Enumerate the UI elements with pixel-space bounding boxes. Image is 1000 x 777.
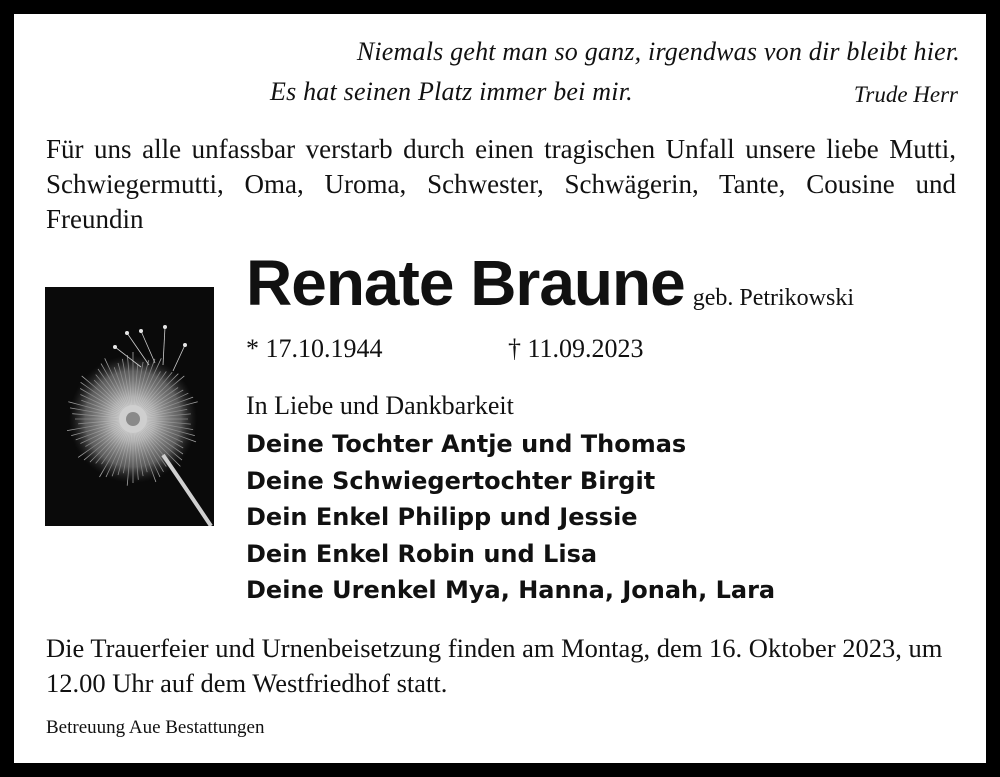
quote-author: Trude Herr xyxy=(853,82,958,107)
mourner-line: Dein Enkel Philipp und Jessie xyxy=(246,503,638,531)
life-dates xyxy=(246,334,644,364)
mourner-line: Dein Enkel Robin und Lisa xyxy=(246,539,598,568)
quote-line-1: Niemals geht man so ganz, irgendwas von dir bleibt hier. xyxy=(356,37,960,66)
maiden-name: geb. Petrikowski xyxy=(692,285,855,311)
deceased-name: Renate Braune xyxy=(246,247,685,319)
obituary-card xyxy=(14,14,986,763)
mourner-line: Deine Urenkel Mya, Hanna, Jonah, Lara xyxy=(246,576,776,604)
quote-line-2: Es hat seinen Platz immer bei mir. xyxy=(270,77,633,106)
mourner-line: Deine Tochter Antje und Thomas xyxy=(246,430,687,458)
birth-date: * 17.10.1944 xyxy=(246,334,383,363)
mourners-list xyxy=(246,426,775,609)
deceased-name-row xyxy=(246,246,958,320)
mourner-line: Deine Schwiegertochter Birgit xyxy=(246,466,656,495)
ceremony-text: Die Trauerfeier und Urnenbeisetzung finden am Montag, dem 16. Oktober 2023, um 12.00 Uhr auf dem Westfriedhof statt. xyxy=(46,633,943,698)
dandelion-photo xyxy=(45,287,214,526)
death-date: † 11.09.2023 xyxy=(508,334,644,363)
mourners-intro: In Liebe und Dankbarkeit xyxy=(246,391,514,420)
intro-text: Für uns alle unfassbar verstarb durch einen tragischen Unfall unsere liebe Mutti, Schwiegermutti, Oma, Uroma, Schwester, Schwägerin, Tante, Cousine und Freundin xyxy=(46,134,956,234)
undertaker: Betreuung Aue Bestattungen xyxy=(46,717,265,738)
dandelion-icon xyxy=(45,287,214,526)
